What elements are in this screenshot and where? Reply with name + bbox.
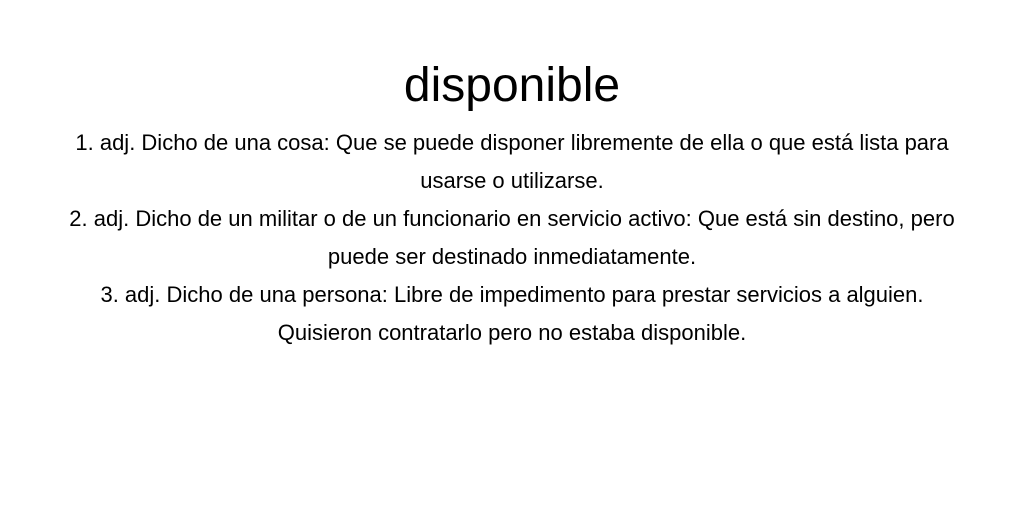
definition-item: 1. adj. Dicho de una cosa: Que se puede disponer libremente de ella o que está lista para usarse o utilizarse. [75,130,949,193]
definition-item: 2. adj. Dicho de un militar o de un funcionario en servicio activo: Que está sin destino, pero puede ser destinado inmediatamente. [69,206,955,269]
definition-item: 3. adj. Dicho de una persona: Libre de impedimento para prestar servicios a alguien. Quisieron contratarlo pero no estaba disponible. [100,282,924,345]
definition-list [57,124,967,352]
entry-word: disponible [403,59,621,112]
